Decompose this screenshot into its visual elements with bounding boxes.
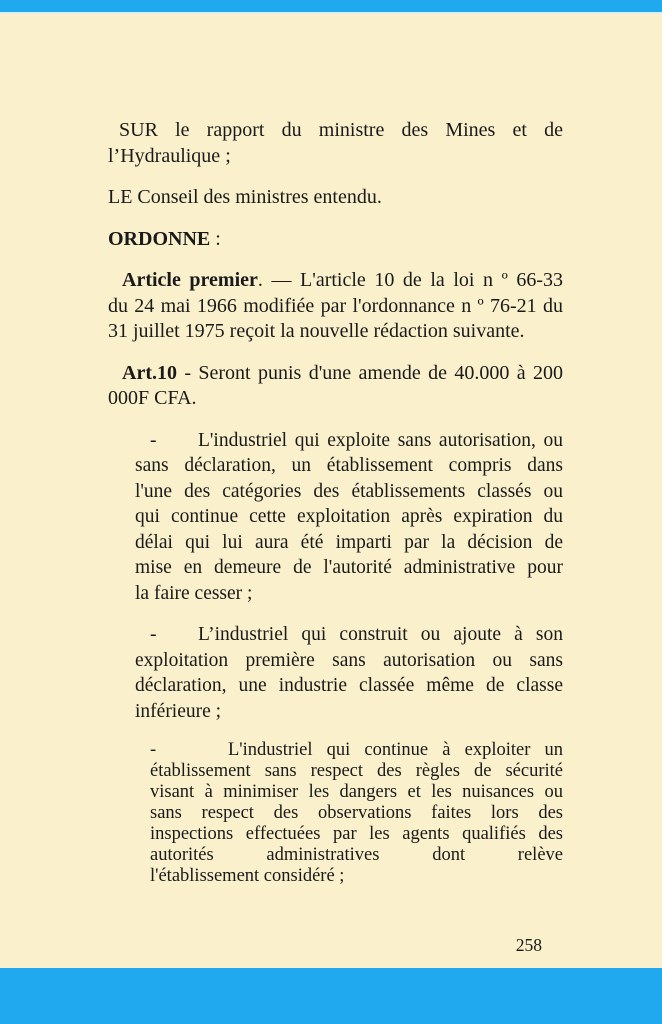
text-line: du 24 mai 1966 modifiée par l'ordonnance n º 76-21 du: [108, 294, 563, 317]
bullet-item-construit-ou-ajoute: [135, 622, 563, 724]
text-line: [108, 361, 563, 387]
text-line: l’Hydraulique ;: [108, 144, 231, 167]
text-line: inspections effectuées par les agents qualifiés des: [150, 824, 563, 844]
text-line: [108, 227, 563, 253]
top-bar-edge-line: [0, 12, 662, 14]
paragraph-art-10: [108, 361, 563, 412]
text-line: L'industriel qui exploite sans autorisation, ou: [198, 429, 563, 451]
paragraph-sur-rapport: [108, 118, 563, 169]
bold-text-run: Art.10: [122, 361, 177, 384]
text-line: inférieure ;: [135, 700, 222, 722]
text-line: qui continue cette exploitation après expiration du: [135, 506, 563, 527]
bold-text-run: ORDONNE: [108, 227, 211, 250]
text-line: SUR le rapport du ministre des Mines et de: [119, 119, 563, 141]
text-run: :: [210, 227, 221, 250]
text-line: établissement sans respect des règles de sécurité: [150, 761, 563, 781]
text-run: - Seront punis d'une amende de 40.000 à 200: [176, 361, 563, 384]
text-line: L’industriel qui construit ou ajoute à son: [198, 624, 563, 645]
text-line: sans respect des observations faites lors des: [150, 803, 563, 823]
text-line: exploitation première sans autorisation ou sans: [135, 649, 563, 671]
paragraph-ordonne: [108, 227, 563, 253]
text-line: L'industriel qui continue à exploiter un: [228, 740, 563, 760]
text-line: délai qui lui aura été imparti par la décision de: [135, 531, 563, 553]
text-line: 31 juillet 1975 reçoit la nouvelle rédaction suivante.: [108, 320, 525, 342]
bold-text-run: Article premier: [122, 269, 258, 291]
text-line: 000F CFA.: [108, 387, 197, 409]
document-text-block: [108, 118, 563, 887]
text-line: la faire cesser ;: [135, 582, 253, 604]
text-line: sans déclaration, un établissement compris dans: [135, 455, 563, 476]
paragraph-article-premier: [108, 268, 563, 345]
text-line: déclaration, une industrie classée même de classe: [135, 675, 563, 696]
text-line: mise en demeure de l'autorité administrative pour: [135, 557, 563, 578]
text-line: autorités administratives dont relève: [150, 845, 563, 865]
text-run: . — L'article 10 de la loi n º 66-33: [257, 269, 563, 291]
bottom-blue-bar: [0, 968, 662, 1024]
paragraph-conseil-ministres: [108, 185, 563, 211]
text-line: LE Conseil des ministres entendu.: [108, 186, 382, 208]
bullet-item-continue-a-exploiter: [150, 740, 563, 887]
text-line: [108, 268, 563, 294]
top-blue-bar: [0, 0, 662, 12]
page-number: 258: [515, 935, 542, 955]
text-line: visant à minimiser les dangers et les nuisances ou: [150, 782, 563, 802]
bullet-marker: -: [150, 624, 157, 645]
bullet-item-exploite-sans-autorisation: [135, 428, 563, 607]
text-line: l'établissement considéré ;: [150, 866, 345, 886]
bullet-marker: -: [150, 429, 157, 451]
bullet-marker: -: [150, 740, 157, 760]
text-line: l'une des catégories des établissements classés ou: [135, 480, 563, 502]
